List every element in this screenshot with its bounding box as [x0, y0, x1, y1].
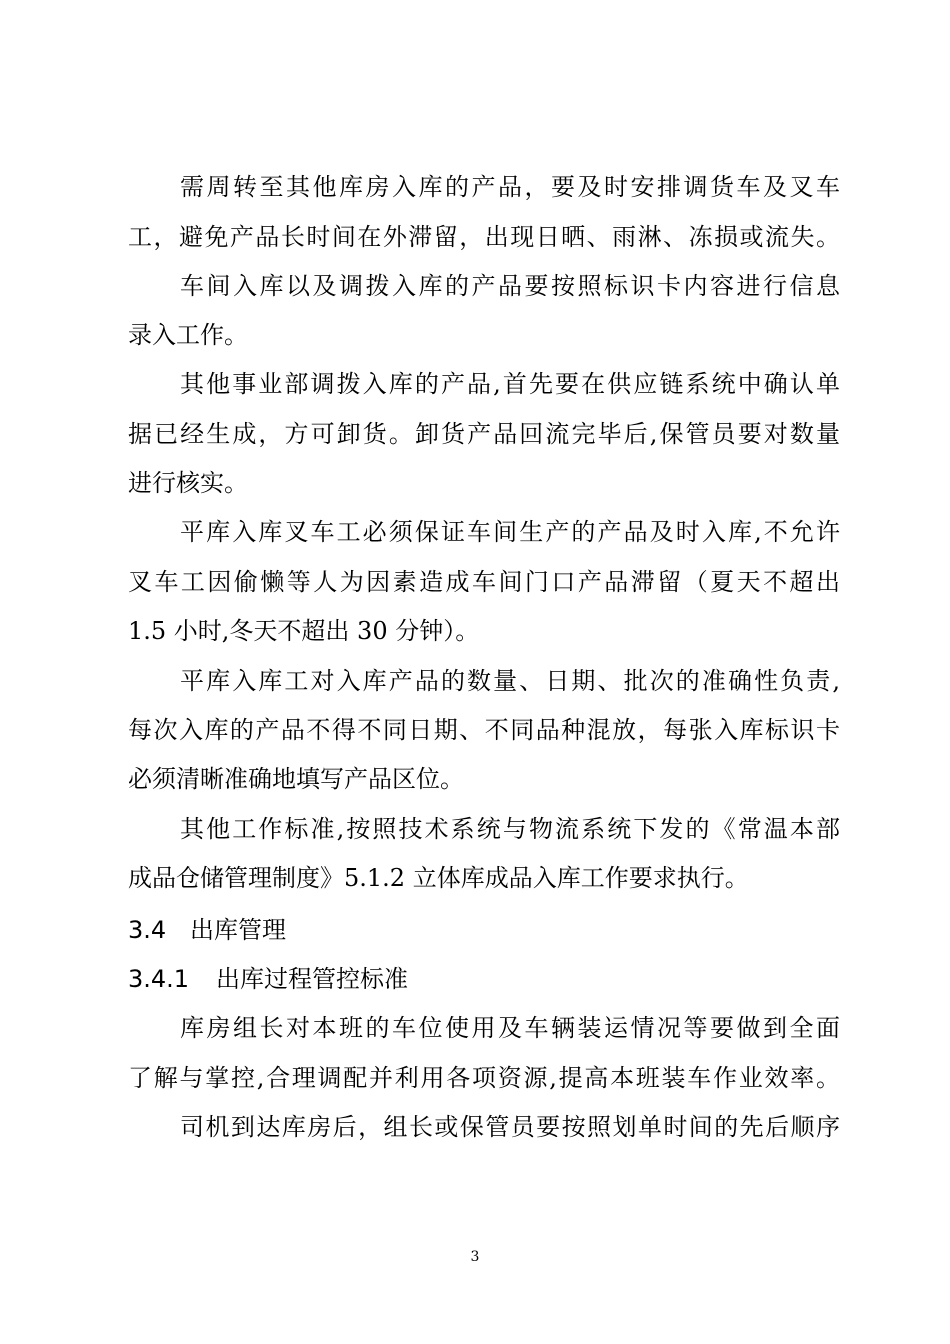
paragraph-3-line-1: 其他事业部调拨入库的产品,首先要在供应链系统中确认单 [180, 370, 843, 398]
paragraph-3-line-2: 据已经生成，方可卸货。卸货产品回流完毕后,保管员要对数量 [128, 420, 843, 448]
paragraph-4-line-2: 叉车工因偷懒等人为因素造成车间门口产品滞留（夏天不超出 [128, 568, 843, 596]
paragraph-2-line-2: 录入工作。 [128, 321, 248, 349]
paragraph-8-line-1: 司机到达库房后，组长或保管员要按照划单时间的先后顺序 [180, 1113, 842, 1141]
paragraph-5-line-2: 每次入库的产品不得不同日期、不同品种混放，每张入库标识卡 [128, 716, 842, 744]
paragraph-6-line-1: 其他工作标准,按照技术系统与物流系统下发的《常温本部 [180, 815, 843, 843]
paragraph-7-line-2: 了解与掌控,合理调配并利用各项资源,提高本班装车作业效率。 [128, 1064, 842, 1092]
paragraph-7-line-1: 库房组长对本班的车位使用及车辆装运情况等要做到全面 [180, 1014, 843, 1042]
page-number: 3 [470, 1249, 480, 1265]
paragraph-4-line-3: 1.5 小时,冬天不超出 30 分钟）。 [128, 617, 480, 645]
paragraph-2-line-1: 车间入库以及调拨入库的产品要按照标识卡内容进行信息 [180, 272, 843, 300]
paragraph-1-line-2: 工，避免产品长时间在外滞留，出现日晒、雨淋、冻损或流失。 [128, 223, 842, 251]
section-heading-title: 出库管理 [190, 916, 286, 944]
section-heading-number: 3.4 [128, 916, 167, 944]
subsection-heading-title: 出库过程管控标准 [216, 965, 408, 993]
paragraph-5-line-1: 平库入库工对入库产品的数量、日期、批次的准确性负责, [180, 667, 843, 695]
paragraph-6-line-2: 成品仓储管理制度》5.1.2 立体库成品入库工作要求执行。 [128, 864, 749, 892]
paragraph-1-line-1: 需周转至其他库房入库的产品，要及时安排调货车及叉车 [180, 173, 843, 201]
subsection-heading-number: 3.4.1 [128, 965, 190, 993]
paragraph-5-line-3: 必须清晰准确地填写产品区位。 [128, 765, 464, 793]
paragraph-3-line-3: 进行核实。 [128, 469, 248, 497]
paragraph-4-line-1: 平库入库叉车工必须保证车间生产的产品及时入库,不允许 [180, 518, 843, 546]
